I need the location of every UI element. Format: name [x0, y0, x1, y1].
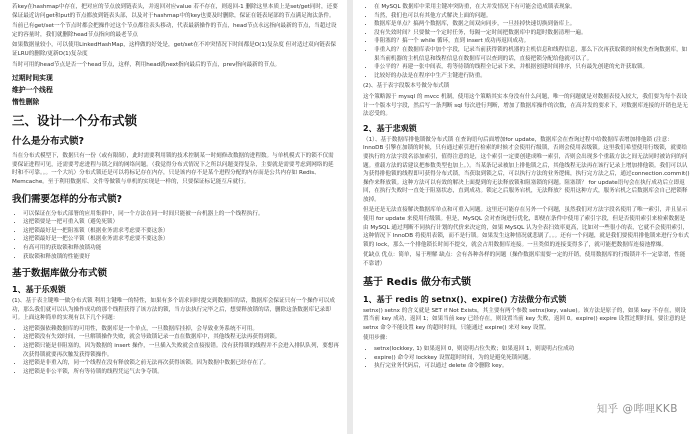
pessimistic-paragraph: （1）、基于数据库排他锁做分布式锁 在查询语句后面增加for update，数据库会在查询过程中给数据库表增加排他锁 (注意： InnoDB 引擎在加锁的时候，只有通过索引进行检索的时候才会使用行级锁，否则会使用表级锁。这里我们希望使用行级锁，就要给要执行的方法字段名添加索引，值得注意的是，这个索引一定要创建成唯一索引，否则会出现多个重载方法之间无法同时被访问的问题。重载方法的话建议把参数类型也加上。）。当某条记录被加上排他锁之后，其他线程无法再在该行记录上增加排他锁。我们可以认为获得排他锁的线程即可获得分布式锁，当获取到锁之后，可以执行方法的业务逻辑，执行完方法之后，通过connection.commit()操作来释放锁。这种方法可以有效的解决上面提到的无法释放锁和阻塞锁的问题。阻塞锁？ for update语句会在执行成功后立即返回，在执行失败时一直处于阻塞状态，直到成功。锁定之后服务宕机，无法释放？使用这种方式，服务宕机之后数据库会自己把锁释放掉。 [363, 136, 690, 203]
steps-list [363, 345, 690, 371]
heading-setnx: 1、基于 redis 的 setnx()、expire() 方法做分布式锁 [363, 294, 567, 304]
left-page [0, 0, 347, 434]
expire-item: 惰性删除 [12, 98, 40, 107]
list-item: • 这把锁没有失效时间，一旦解锁操作失败，就会导致锁记录一直在数据库中，其他线程无法再获得到锁。 [23, 333, 339, 342]
list-item: • 非阻塞的？搞一个 while 循环，直到 insert 成功再返回成功。 [374, 37, 690, 46]
heading-what: 什么是分布式锁? [12, 136, 85, 148]
list-item: • 这把锁是非重入的，同一个线程在没有释放锁之前无法再次获得该锁。因为数据中数据已经存在了。 [23, 359, 339, 368]
heading-db-lock: 基于数据库做分布式锁 [12, 268, 108, 280]
watermark: 知乎 @哔哩KKB [596, 403, 678, 415]
mysql-paragraph: 但是还是无法直接解决数据库单点和可重入问题。这里还可能存在另外一个问题，虽然我们对方法字段名使用了唯一索引，并且显示使用 for update 来使用行级锁。但是，MySQL 会对查询进行优化，即便在条件中使用了索引字段，但是否使用索引来检索数据是由 MySQL 通过判断不同执行计划的代价来决定的，如果 MySQL 认为全表扫效率更高，比如对一些很小的表，它就不会使用索引，这种情况下 InnoDB 将使用表锁，而不是行锁。如果发生这种情况就悲剧了。。。还有一个问题，就是我们要使用排他锁来进行分布式锁的 lock，那么一个排他锁长时间不提交，就会占用数据库连接。一旦类似的连接变得多了，就可能把数据库连接池撑爆。 [363, 207, 689, 248]
list-item: • 数据库是单点？搞两个数据库，数据之间双向同步，一旦挂掉快速切换到备库上。 [374, 20, 690, 29]
setnx-paragraph: setnx() setnx 的含义就是 SET if Not Exists，其主要有两个参数 setnx(key, value)。该方法是原子的，如果 key 不存在，则设置当前 key 成功，返回 1；如果当前 key 已经存在，则设置当前 key 失败，返回 0。expire() expire 设置过期时间，要注意的是 setnx 命令不能设置 key 的超时时间，只能通过 expire() 来对 key 设置。 [363, 307, 687, 331]
pros-cons-paragraph: 优缺点 优点：简单，易于理解 缺点：会有各种各样的问题（操作数据库需要一定的开销，使用数据库的行级锁并不一定靠谱，性能不靠谱） [363, 252, 686, 268]
intro-paragraph: 当时可用的head节点是否一个head节点，这样，利用head就next指向最后的节点，prev指向最新的节点。 [12, 61, 281, 68]
list-item: • 比较好的办法是在程序中生产主键进行防重。 [374, 72, 690, 81]
list-item: • 这把锁是非公平锁，所有等待锁的线程凭运气去争夺锁。 [23, 368, 339, 377]
list-item: • 这把锁只能是非阻塞的，因为数据的 insert 操作，一旦插入失败就会直接报错。没有获得锁的线程并不会进入排队队列，要想再次获得锁就要再次触发获得锁操作。 [23, 342, 339, 359]
expire-item: 维护一个线程 [12, 86, 53, 95]
list-item: • 当然，我们也可以有其他方式解决上面的问题。 [374, 12, 690, 21]
heading-redis-lock: 基于 Redis 做分布式锁 [363, 276, 471, 288]
heading-optimistic: 1、基于乐观锁 [12, 285, 66, 295]
problems-list [12, 325, 339, 377]
list-item: • 非公平的？再建一张中间表，将等待锁的线程全记录下来，并根据创建时间排序，只有最先创建的允许获取锁。 [374, 63, 690, 72]
intro-paragraph: 若key在hashmap中存在，把对应的节点放到链表头，并返回对应value 若不存在，则返回-1 删除这里本质上是set/get同时，还要保证最近访问get和put的节点都放到链表头部，以及对于hashmap中的key也要及时删除，保证在链表尾部的节点满足淘汰条件。 [12, 4, 338, 19]
list-item: • setnx(lockkey, 1) 如果返回 0，则说明占位失败；如果返回 1，则说明占位成功 [374, 345, 690, 354]
optimistic-paragraph: (1)、基于表主键唯一做分布式锁 利用主键唯一的特性，如果有多个请求同时提交到数据库的话，数据库会保证只有一个操作可以成功，那么我们就可以认为操作成功的那个线程获得了该方法的锁，当方法执行完毕之后，想要释放锁的话，删除这条数据库记录即可。上面这种简单的实现有以下几个问题： [12, 298, 335, 322]
list-item: • 没有失效时间？只要做一个定时任务，每隔一定时间把数据库中的超时数据清理一遍。 [374, 29, 690, 38]
heading-how: 我们需要怎样的分布式锁? [12, 193, 123, 205]
use-steps-label: 使用步骤： [363, 335, 391, 342]
list-item: • 这把锁最好是一把公平锁（根据业务需求考虑要不要这条） [23, 235, 339, 244]
heading-pessimistic: 2、基于悲观锁 [363, 123, 417, 133]
list-item: • 在 MySQL 数据库中采用主键冲突防重，在大并发情况下有可能会造成锁表现象。 [374, 3, 690, 12]
heading-expire: 过期时间实现 [12, 74, 53, 83]
list-item: • 可以保证在分布式部署的应用集群中，同一个方法在同一时间只能被一台机器上的一个线程执行。 [23, 210, 339, 219]
intro-paragraphs [12, 3, 339, 69]
list-item: • 获取锁和释放锁的性能要好 [23, 253, 339, 262]
list-item: • 有高可用的获取锁和释放锁功能 [23, 244, 339, 253]
mitigation-list [363, 3, 690, 80]
what-paragraph: 当在分布式模型下，数据只有一份（或有限制），此时需要利用锁的技术控制某一时刻修改数据的进程数。与单机模式下的锁不仅需要保证进程可见，还需要考虑进程与锁之间的网络问题。（我觉得分布式情况下之所以问题变得复杂，主要就是需要考虑到网络的延时和不可靠。。。一个大坑）分布式锁还是可以将标记存在内存，只是该内存不是某个进程分配的内存而是公共内存如 Redis、Memcache。至于利用数据库、文件等做锁与单机的实现是一样的，只要保证标记能互斥就行。 [12, 153, 334, 185]
version-lock-title: (2)、基于表字段版本号做分布式锁 [363, 83, 450, 90]
list-item: • 这把锁强依赖数据库的可用性，数据库是一个单点，一旦数据库挂掉，会导致业务系统不可用。 [23, 325, 339, 334]
intro-paragraph: 如果数据量较小，可以使用LinkedHashMap，这样做的好处是，get/set在不冲突情况下时间都是O(1)复杂度 但对适过双向链表保证LRU的删除/更新O(1)复杂度 [12, 42, 336, 57]
list-item: • 非重入的？在数据库表中加个字段，记录当前获得锁的机器的主机信息和线程信息，那么下次再获取锁的时候先查询数据库，如果当前机器的主机信息和线程信息在数据库可以查到的话，直接把锁分配给他就可以了。 [374, 46, 690, 63]
section-heading: 三、设计一个分布式锁 [12, 113, 138, 129]
intro-paragraph: 当前已有get/set一个节点时都会把操作过这个节点都往表头移动，代表最新操作的节点，head节点永远指向最新的节点，当超过设定的容量时，我们就删除head节点指向的最老节点 [12, 23, 337, 38]
requirements-list [12, 210, 339, 262]
version-lock-paragraph: 这个策略源于 mysql 的 mvcc 机制，使用这个策略其实本身没有什么问题，唯一的问题就是对数据表侵入较大，我们要为每个表设计一个版本号字段，然后写一条判断 sql 每次进行判断，增加了数据库操作的次数，在高并发的要求下，对数据库连接的开销也是无法忍受的。 [363, 93, 688, 118]
list-item: • 执行完业务代码后，可以通过 delete 命令删除 key。 [374, 362, 690, 371]
list-item: • 这把锁最好是一把阻塞锁（根据业务需求考虑要不要这条） [23, 227, 339, 236]
list-item: • expire() 命令对 lockkey 设置超时时间，为的是避免死锁问题。 [374, 354, 690, 363]
list-item: • 这把锁要是一把可重入锁（避免死锁） [23, 218, 339, 227]
right-page [353, 0, 700, 434]
